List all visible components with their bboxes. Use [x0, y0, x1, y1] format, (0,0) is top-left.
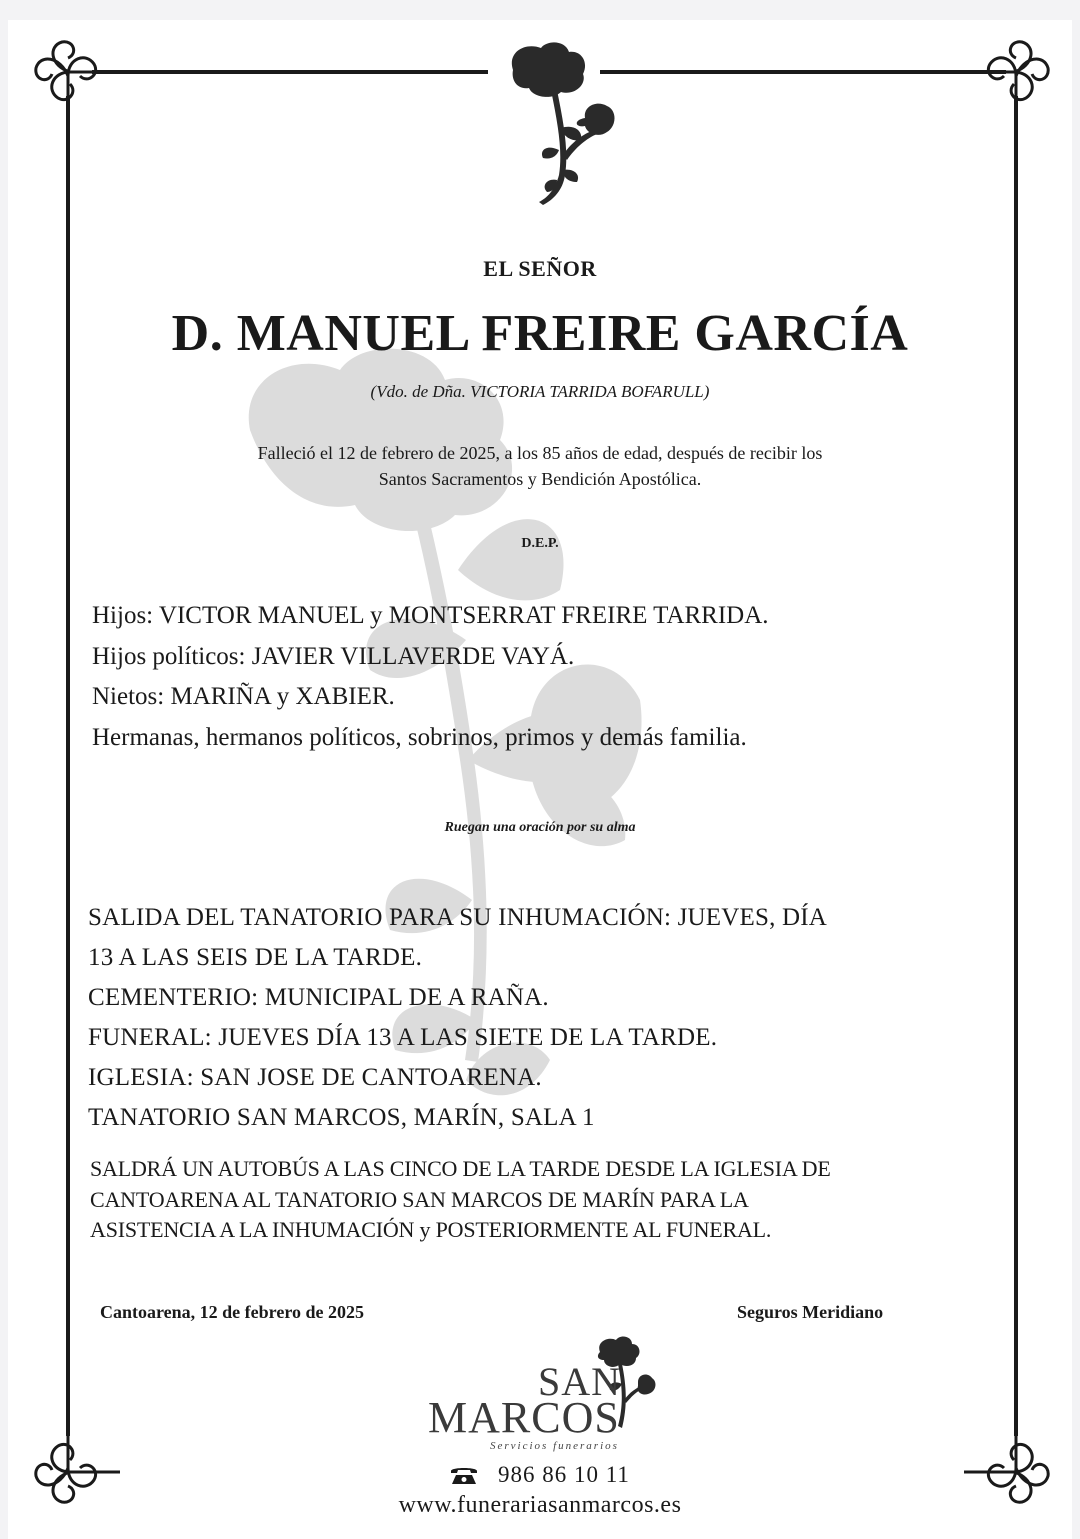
service-line-departure: SALIDA DEL TANATORIO PARA SU INHUMACIÓN: JUEVES, DÍA [88, 904, 828, 931]
service-line-departure-time: 13 A LAS SEIS DE LA TARDE. [88, 944, 423, 971]
logo-text-marcos: MARCOS [428, 1393, 620, 1442]
death-statement [0, 440, 1080, 492]
insurer-name: Seguros Meridiano [737, 1302, 884, 1322]
frame-top-right-line [600, 70, 1006, 74]
service-line-cemetery: CEMENTERIO: MUNICIPAL DE A RAÑA. [88, 984, 549, 1011]
logo-text-san: SAN [538, 1359, 622, 1404]
frame-top-left-line [92, 70, 488, 74]
death-line-2: Santos Sacramentos y Bendición Apostólica. [378, 469, 702, 489]
place-date: Cantoarena, 12 de febrero de 2025 [100, 1302, 364, 1322]
service-line-funeral-home: TANATORIO SAN MARCOS, MARÍN, SALA 1 [88, 1104, 595, 1131]
phone-number: 986 86 10 11 [498, 1462, 630, 1487]
service-line-church: IGLESIA: SAN JOSE DE CANTOARENA. [88, 1064, 542, 1091]
rip-label: D.E.P. [521, 536, 559, 551]
deceased-name: D. MANUEL FREIRE GARCÍA [171, 305, 909, 362]
service-details [88, 898, 827, 1138]
bus-line: ASISTENCIA A LA INHUMACIÓN y POSTERIORMENTE AL FUNERAL. [90, 1217, 772, 1242]
family-line-grandchildren: Nietos: MARIÑA y XABIER. [92, 683, 395, 710]
phone-contact [450, 1462, 630, 1488]
service-line-funeral: FUNERAL: JUEVES DÍA 13 A LAS SIETE DE LA TARDE. [88, 1024, 718, 1051]
bus-line: CANTOARENA AL TANATORIO SAN MARCOS DE MARÍN PARA LA [90, 1186, 749, 1212]
logo-tagline: Servicios funerarios [490, 1440, 619, 1452]
ornamental-scroll-icon [30, 36, 122, 128]
widower-note: (Vdo. de Dña. VICTORIA TARRIDA BOFARULL) [370, 382, 710, 401]
family-list [92, 596, 769, 758]
prayer-request: Ruegan una oración por su alma [444, 820, 636, 835]
bus-line: SALDRÁ UN AUTOBÚS A LAS CINCO DE LA TARDE DESDE LA IGLESIA DE [90, 1156, 831, 1181]
frame-right-line [1014, 96, 1018, 1436]
heading-label: EL SEÑOR [483, 256, 597, 281]
family-line-children: Hijos: VICTOR MANUEL y MONTSERRAT FREIRE TARRIDA. [92, 602, 769, 629]
website-link[interactable]: www.funerariasanmarcos.es [398, 1492, 682, 1518]
funeral-home-logo [420, 1334, 670, 1456]
telephone-icon [450, 1465, 478, 1485]
death-line-1: Falleció el 12 de febrero de 2025, a los 85 años de edad, después de recibir los [257, 443, 823, 463]
rose-stem-icon [503, 40, 618, 205]
ornamental-scroll-icon [962, 36, 1054, 128]
family-line-in-laws: Hijos políticos: JAVIER VILLAVERDE VAYÁ. [92, 642, 575, 670]
bus-notice [90, 1154, 831, 1246]
family-line-relatives: Hermanas, hermanos políticos, sobrinos, primos y demás familia. [92, 723, 747, 751]
frame-left-line [66, 96, 70, 1436]
